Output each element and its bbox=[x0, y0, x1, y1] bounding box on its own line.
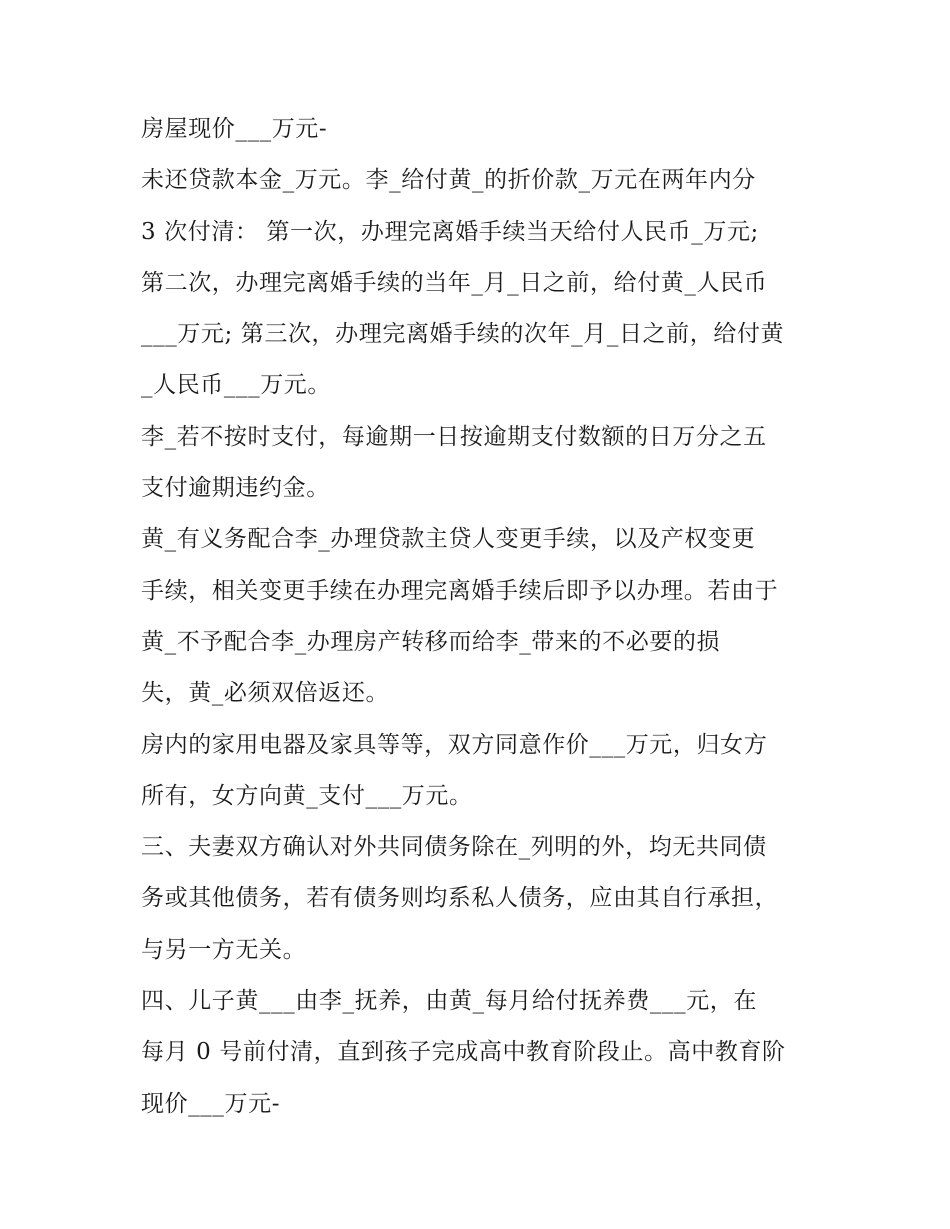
text-line: ___万元; 第三次，办理完离婚手续的次年_月_日之前，给付黄 bbox=[141, 321, 785, 348]
text-line: 黄_不予配合李_办理房产转移而给李_带来的不必要的损 bbox=[141, 628, 721, 655]
text-line: 三、夫妻双方确认对外共同债务除在_列明的外，均无共同债 bbox=[141, 834, 767, 861]
text-line: 房内的家用电器及家具等等，双方同意作价___万元，归女方 bbox=[141, 731, 768, 758]
text-line: 与另一方无关。 bbox=[141, 936, 307, 963]
text-line: 所有，女方向黄_支付___万元。 bbox=[141, 782, 473, 809]
text-line: 未还贷款本金_万元。李_给付黄_的折价款_万元在两年内分 bbox=[141, 167, 756, 194]
text-line: 黄_有义务配合李_办理贷款主贷人变更手续，以及产权变更 bbox=[141, 526, 756, 553]
text-line: 李_若不按时支付，每逾期一日按逾期支付数额的日万分之五 bbox=[141, 423, 767, 450]
text-line: 手续，相关变更手续在办理完离婚手续后即予以办理。若由于 bbox=[141, 577, 779, 604]
text-line: 现价___万元- bbox=[141, 1090, 281, 1117]
text-line: 失，黄_必须双倍返还。 bbox=[141, 680, 390, 707]
text-line: 房屋现价___万元- bbox=[141, 116, 328, 142]
text-line: 第二次，办理完离婚手续的当年_月_日之前，给付黄_人民币 bbox=[141, 269, 768, 296]
text-line: 3 次付清： 第一次，办理完离婚手续当天给付人民币_万元; bbox=[141, 218, 759, 245]
text-line: 每月 0 号前付清，直到孩子完成高中教育阶段止。高中教育阶 bbox=[141, 1039, 786, 1066]
text-line: 支付逾期违约金。 bbox=[141, 475, 330, 502]
text-line: 四、儿子黄___由李_抚养，由黄_每月给付抚养费___元，在 bbox=[141, 988, 757, 1015]
text-line: 务或其他债务，若有债务则均系私人债务，应由其自行承担， bbox=[141, 885, 779, 912]
text-line: _人民币___万元。 bbox=[141, 372, 331, 399]
document-body bbox=[141, 104, 821, 1130]
